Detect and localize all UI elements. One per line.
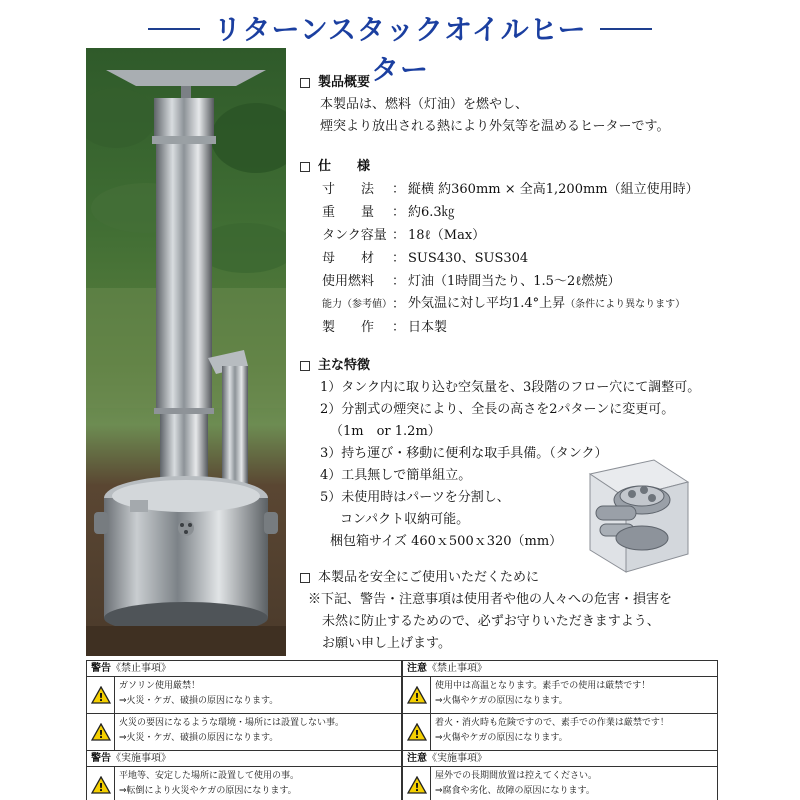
svg-text:!: ! — [413, 691, 420, 704]
warning-column — [86, 660, 402, 798]
feature-item: （1m or 1.2m） — [330, 424, 441, 439]
title-rule-left — [148, 28, 200, 30]
features-heading: 主な特徴 — [300, 355, 730, 377]
caution-prohibited-header: 注意《禁止事項》 — [402, 660, 718, 676]
spec-row-tank-capacity: タンク容量 ： 18ℓ（Max） — [322, 227, 486, 243]
spec-row-capacity: 能力（参考値） ： 外気温に対し平均1.4°上昇（条件により異なります） — [322, 296, 686, 312]
warning-required-header: 警告《実施事項》 — [86, 750, 402, 766]
spec-row-dimensions: 寸 法 ： 縦横 約360mm × 全高1,200mm（組立使用時） — [322, 181, 699, 197]
spec-heading: 仕 様 — [300, 156, 730, 178]
caution-row: ! 屋外での長期間放置は控えてください。 ⇒腐食や劣化、故障の原因になります。 — [402, 766, 718, 800]
overview-heading: 製品概要 — [300, 72, 730, 94]
svg-text:!: ! — [413, 780, 420, 794]
feature-item: 5）未使用時はパーツを分割し、 — [320, 490, 510, 505]
svg-text:!: ! — [97, 691, 104, 704]
checkbox-square-icon — [300, 361, 310, 371]
warning-triangle-icon — [403, 677, 431, 713]
spec-row-weight: 重 量 ： 約6.3㎏ — [322, 204, 455, 220]
feature-item: 4）工具無しで簡単組立。 — [320, 468, 472, 483]
feature-item: 2）分割式の煙突により、全長の高さを2パターンに変更可。 — [320, 402, 675, 417]
caution-column — [402, 660, 718, 798]
spec-row-material: 母 材 ： SUS430、SUS304 — [322, 250, 529, 266]
feature-item: コンパクト収納可能。 — [340, 512, 470, 527]
warning-triangle-icon — [403, 767, 431, 800]
svg-text:!: ! — [413, 728, 420, 741]
packaged-parts-illustration — [570, 454, 694, 578]
checkbox-square-icon — [300, 162, 310, 172]
feature-item: 梱包箱サイズ 460ｘ500ｘ320（mm） — [330, 534, 563, 549]
checkbox-square-icon — [300, 573, 310, 583]
caution-row: ! 使用中は高温となります。素手での使用は厳禁です！ ⇒火傷やケガの原因になります。 — [402, 676, 718, 713]
product-photo — [86, 48, 286, 656]
caution-row: ! 着火・消火時も危険ですので、素手での作業は厳禁です！ ⇒火傷やケガの原因になります。 — [402, 713, 718, 750]
caution-required-header: 注意《実施事項》 — [402, 750, 718, 766]
safety-heading: 本製品を安全にご使用いただくために — [300, 567, 730, 589]
warning-triangle-icon — [87, 677, 115, 713]
svg-text:!: ! — [97, 780, 104, 794]
overview-line-2: 煙突より放出される熱により外気等を温めるヒーターです。 — [320, 119, 670, 134]
checkbox-square-icon — [300, 78, 310, 88]
safety-line-1: ※下記、警告・注意事項は使用者や他の人々への危害・損害を — [308, 592, 673, 607]
safety-line-3: お願い申し上げます。 — [322, 636, 451, 651]
feature-item: 1）タンク内に取り込む空気量を、3段階のフロー穴にて調整可。 — [320, 380, 701, 395]
page-title: リターンスタックオイルヒーター — [213, 13, 587, 86]
warning-row: ! ガソリン使用厳禁！ ⇒火災・ケガ、破損の原因になります。 — [86, 676, 402, 713]
title-rule-right — [600, 28, 652, 30]
spec-row-made-in: 製 作 ： 日本製 — [322, 319, 448, 335]
safety-line-2: 未然に防止するためので、必ずお守りいただきますよう、 — [322, 614, 660, 629]
warning-triangle-icon — [403, 714, 431, 750]
warning-triangle-icon — [87, 714, 115, 750]
warning-row: ! 平地等、安定した場所に設置して使用の事。 ⇒転倒により火災やケガの原因になります。 — [86, 766, 402, 800]
spec-row-fuel: 使用燃料 ： 灯油（1時間当たり、1.5〜2ℓ燃焼） — [322, 273, 621, 289]
overview-line-1: 本製品は、燃料（灯油）を燃やし、 — [320, 97, 529, 112]
warning-row: ! 火災の要因になるような環境・場所には設置しない事。 ⇒火災・ケガ、破損の原因になります。 — [86, 713, 402, 750]
warning-triangle-icon — [87, 767, 115, 800]
warning-prohibited-header: 警告《禁止事項》 — [86, 660, 402, 676]
warning-tables — [86, 660, 718, 798]
feature-item: 3）持ち運び・移動に便利な取手具備。（タンク） — [320, 446, 608, 461]
svg-text:!: ! — [97, 728, 104, 741]
